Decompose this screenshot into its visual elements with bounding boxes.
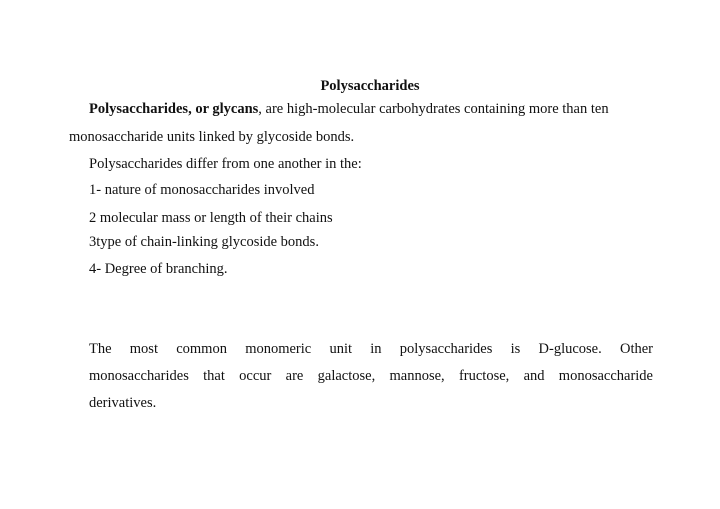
intro-paragraph-line-2: monosaccharide units linked by glycoside bonds. xyxy=(69,129,355,145)
intro-term: Polysaccharides, or glycans xyxy=(89,101,259,117)
list-item: 2 molecular mass or length of their chains xyxy=(89,210,333,226)
list-item: 3type of chain-linking glycoside bonds. xyxy=(89,234,319,250)
common-paragraph-line-2: monosaccharides that occur are galactose, mannose, fructose, and monosaccharide xyxy=(89,368,653,384)
common-paragraph-line-1: The most common monomeric unit in polysaccharides is D-glucose. Other xyxy=(89,341,653,357)
differ-lead: Polysaccharides differ from one another in the: xyxy=(89,156,362,172)
page-title: Polysaccharides xyxy=(320,78,420,94)
intro-rest: , are high-molecular carbohydrates containing more than ten xyxy=(258,101,609,117)
list-item: 1- nature of monosaccharides involved xyxy=(89,182,315,198)
common-paragraph-line-3: derivatives. xyxy=(89,395,157,411)
intro-paragraph-line-1 xyxy=(89,100,609,118)
list-item: 4- Degree of branching. xyxy=(89,261,228,277)
